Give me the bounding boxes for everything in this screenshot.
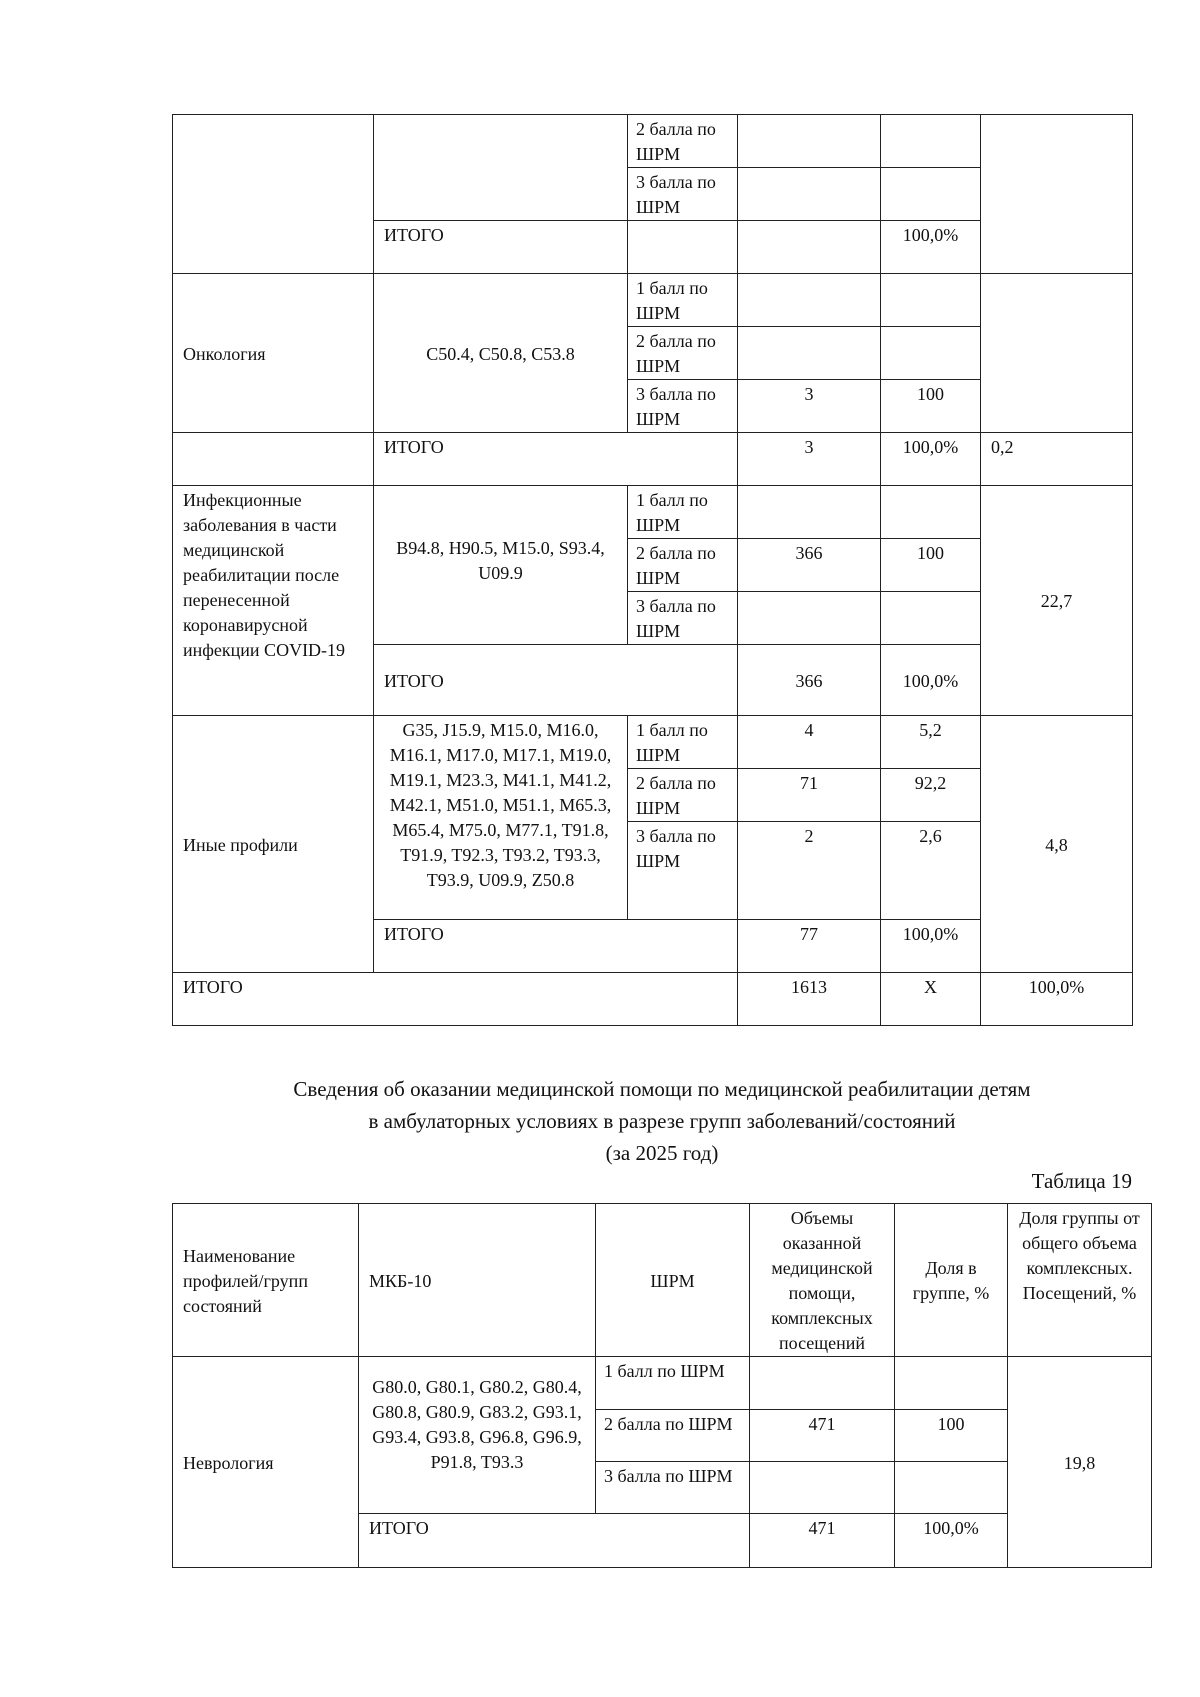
share-cell: 2,6 [881,822,981,920]
volume-cell [738,592,881,645]
header-group-share: Доля группы от общего объема комплексных. Посещений, % [1008,1204,1152,1357]
total-label: ИТОГО [374,920,738,973]
share-cell [881,115,981,168]
share-cell [881,486,981,539]
total-label: ИТОГО [374,645,738,716]
table-row [173,115,1133,168]
section-title-line: Сведения об оказании медицинской помощи по медицинской реабилитации детям [293,1077,1031,1101]
share-cell: 100 [895,1410,1008,1462]
volume-cell [738,327,881,380]
volume-cell [738,274,881,327]
icd-cell: G80.0, G80.1, G80.2, G80.4, G80.8, G80.9, G83.2, G93.1, G93.4, G93.8, G96.8, G96.9, P91.8, T93.3 [359,1357,596,1514]
volume-cell: 471 [750,1410,895,1462]
share-cell [881,168,981,221]
section-title-period: (за 2025 год) [605,1141,719,1165]
shrm-cell: 2 балла по ШРМ [628,327,738,380]
table-row [173,716,1133,769]
group-share-cell: 0,2 [981,433,1133,486]
volume-cell: 3 [738,433,881,486]
volume-cell [750,1357,895,1410]
volume-cell [738,168,881,221]
share-cell: 100,0% [881,920,981,973]
profile-cell: Инфекционные заболевания в части медицинской реабилитации после перенесенной коронавирусной инфекции COVID-19 [173,486,374,716]
header-icd: МКБ-10 [359,1204,596,1357]
icd-cell: C50.4, C50.8, C53.8 [374,274,628,433]
shrm-cell [628,221,738,274]
table-row [173,1357,1152,1410]
icd-cell [374,115,628,221]
share-cell [895,1357,1008,1410]
volume-cell: 471 [750,1514,895,1568]
share-cell: 100,0% [881,433,981,486]
shrm-cell: 3 балла по ШРМ [628,822,738,920]
table-row [173,486,1133,539]
share-cell [881,327,981,380]
volume-cell: 2 [738,822,881,920]
shrm-cell: 2 балла по ШРМ [628,769,738,822]
icd-cell: G35, J15.9, M15.0, M16.0, M16.1, M17.0, M17.1, M19.0, M19.1, M23.3, M41.1, M41.2, M42.1, M51.0, M51.1, M65.3, M65.4, M75.0, M77.1, T91.8, T91.9, T92.3, T93.2, T93.3, T93.9, U09.9, Z50.8 [374,716,628,920]
share-cell [895,1462,1008,1514]
share-cell: 100,0% [881,645,981,716]
total-label: ИТОГО [359,1514,750,1568]
total-label: ИТОГО [374,221,628,274]
volume-cell [738,115,881,168]
group-share-cell: 4,8 [981,716,1133,973]
share-cell: 100,0% [895,1514,1008,1568]
group-share-cell: 22,7 [981,486,1133,716]
shrm-cell: 1 балл по ШРМ [628,486,738,539]
volume-cell: 77 [738,920,881,973]
share-cell [881,592,981,645]
volume-cell: 1613 [738,973,881,1026]
volume-cell: 366 [738,645,881,716]
header-share: Доля в группе, % [895,1204,1008,1357]
profile-cell [173,433,374,486]
total-label: ИТОГО [374,433,738,486]
group-share-cell [981,115,1133,274]
section-title-line: в амбулаторных условиях в разрезе групп заболеваний/состояний [368,1109,956,1133]
volume-cell [738,486,881,539]
volume-cell: 71 [738,769,881,822]
volume-cell: 366 [738,539,881,592]
profile-cell: Неврология [173,1357,359,1568]
icd-cell: B94.8, H90.5, M15.0, S93.4, U09.9 [374,486,628,645]
profile-cell [173,115,374,274]
volume-cell: 4 [738,716,881,769]
share-cell: 92,2 [881,769,981,822]
profile-cell: Иные профили [173,716,374,973]
shrm-cell: 1 балл по ШРМ [596,1357,750,1410]
group-share-cell: 100,0% [981,973,1133,1026]
table-header-row [173,1204,1152,1357]
table-number: Таблица 19 [1031,1169,1132,1193]
group-share-cell: 19,8 [1008,1357,1152,1568]
profile-cell: Онкология [173,274,374,433]
volume-cell [738,221,881,274]
header-profile: Наименование профилей/групп состояний [173,1204,359,1357]
table-row [173,973,1133,1026]
table-row [173,433,1133,486]
volume-cell: 3 [738,380,881,433]
shrm-cell: 3 балла по ШРМ [628,380,738,433]
share-cell: 5,2 [881,716,981,769]
shrm-cell: 1 балл по ШРМ [628,716,738,769]
shrm-cell: 1 балл по ШРМ [628,274,738,327]
share-cell: Х [881,973,981,1026]
shrm-cell: 2 балла по ШРМ [628,539,738,592]
grand-total-label: ИТОГО [173,973,738,1026]
shrm-cell: 2 балла по ШРМ [628,115,738,168]
table-row [173,274,1133,327]
rehab-table-continued [172,114,1133,1026]
shrm-cell: 3 балла по ШРМ [596,1462,750,1514]
rehab-table-19 [172,1203,1152,1568]
shrm-cell: 2 балла по ШРМ [596,1410,750,1462]
share-cell: 100 [881,539,981,592]
shrm-cell: 3 балла по ШРМ [628,592,738,645]
share-cell: 100,0% [881,221,981,274]
share-cell [881,274,981,327]
group-share-cell [981,274,1133,433]
shrm-cell: 3 балла по ШРМ [628,168,738,221]
header-volume: Объемы оказанной медицинской помощи, комплексных посещений [750,1204,895,1357]
volume-cell [750,1462,895,1514]
header-shrm: ШРМ [596,1204,750,1357]
share-cell: 100 [881,380,981,433]
